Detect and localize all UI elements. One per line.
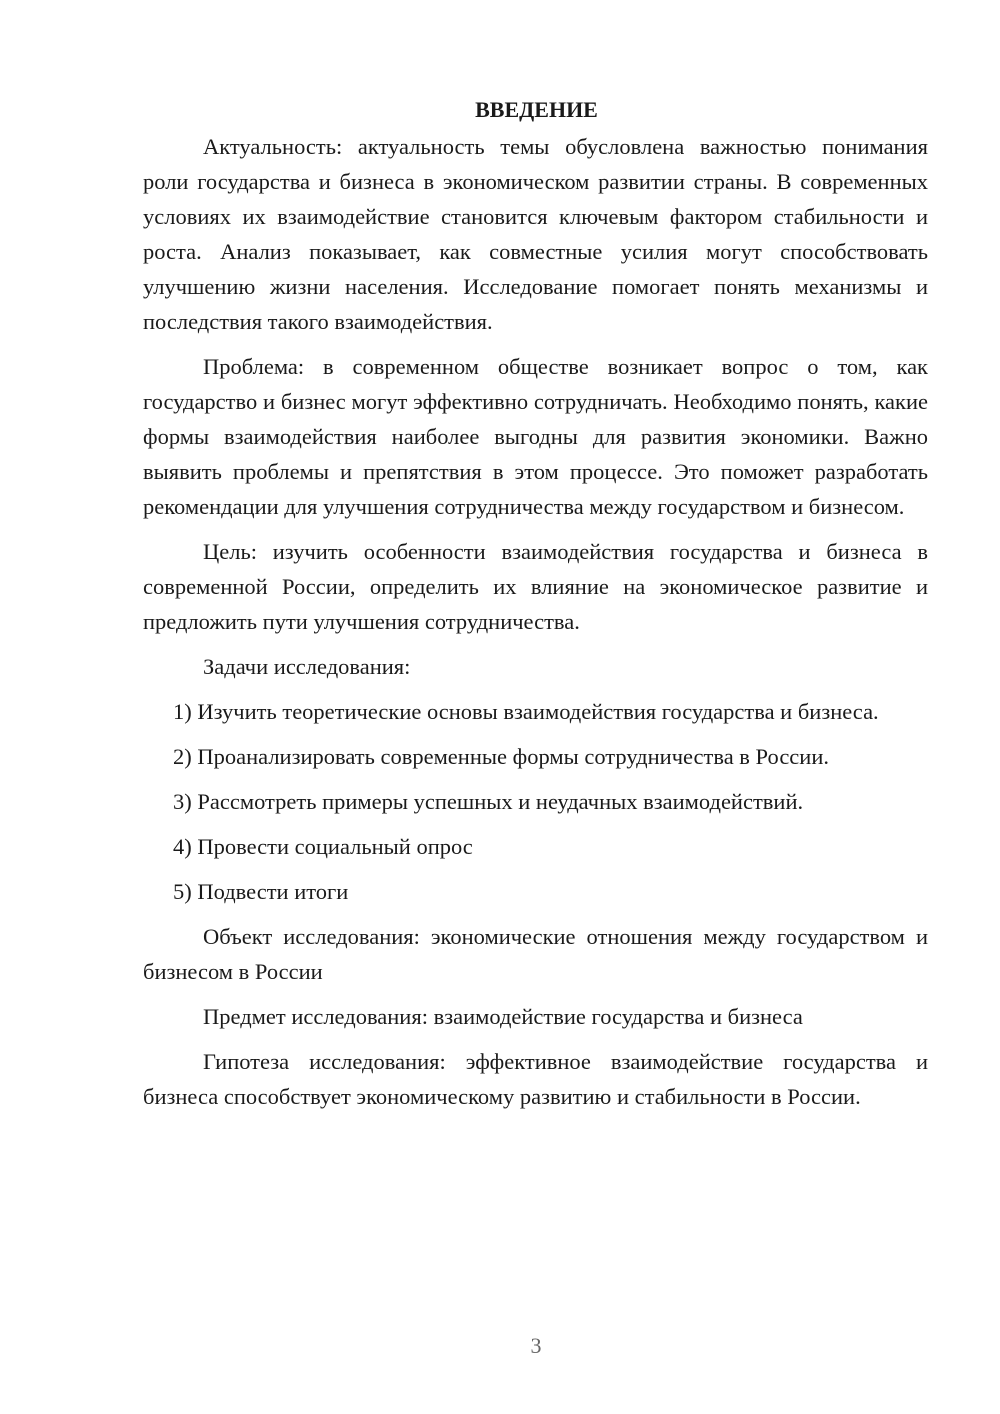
paragraph-hypothesis: Гипотеза исследования: эффективное взаимодействие государства и бизнеса способствует экономическому развитию и стабильности в России.	[143, 1049, 928, 1109]
page-content	[143, 92, 928, 1124]
page-number: 3	[530, 1333, 542, 1358]
tasks-title: Задачи исследования:	[203, 654, 411, 679]
task-item: 3) Рассмотреть примеры успешных и неудачных взаимодействий.	[173, 789, 804, 814]
task-item: 2) Проанализировать современные формы сотрудничества в России.	[173, 744, 830, 769]
paragraph-subject: Предмет исследования: взаимодействие государства и бизнеса	[203, 1004, 803, 1029]
paragraph-problem: Проблема: в современном обществе возникает вопрос о том, как государство и бизнес могут эффективно сотрудничать. Необходимо понять, какие формы взаимодействия наиболее выгодны для развития экономики. Важно выявить проблемы и препятствия в этом процессе. Это поможет разработать рекомендации для улучшения сотрудничества между государством и бизнесом.	[143, 354, 928, 519]
tasks-list	[143, 694, 928, 909]
section-heading: ВВЕДЕНИЕ	[475, 97, 598, 122]
paragraph-object: Объект исследования: экономические отношения между государством и бизнесом в России	[143, 924, 928, 984]
paragraph-relevance: Актуальность: актуальность темы обусловлена важностью понимания роли государства и бизнеса в экономическом развитии страны. В современных условиях их взаимодействие становится ключевым фактором стабильности и роста. Анализ показывает, как совместные усилия могут способствовать улучшению жизни населения. Исследование помогает понять механизмы и последствия такого взаимодействия.	[143, 134, 928, 334]
task-item: 4) Провести социальный опрос	[173, 834, 473, 859]
task-item: 1) Изучить теоретические основы взаимодействия государства и бизнеса.	[173, 699, 879, 724]
paragraph-goal: Цель: изучить особенности взаимодействия государства и бизнеса в современной России, определить их влияние на экономическое развитие и предложить пути улучшения сотрудничества.	[143, 539, 928, 634]
task-item: 5) Подвести итоги	[173, 879, 349, 904]
